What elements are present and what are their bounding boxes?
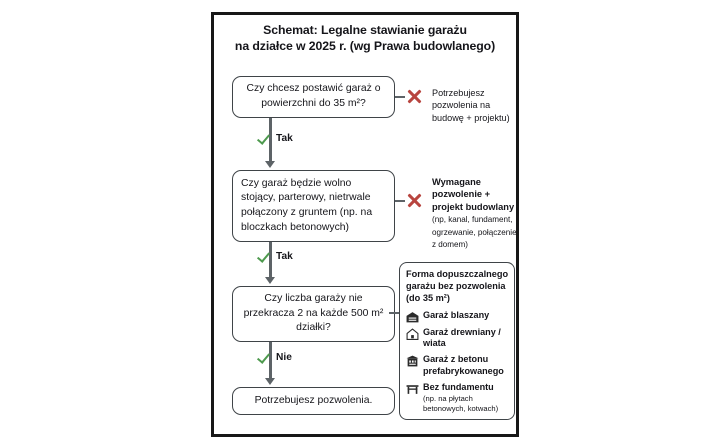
edge-label-yes-1 xyxy=(258,131,293,145)
edge-label-yes-2-text: Tak xyxy=(276,250,293,262)
canopy-icon xyxy=(406,383,419,395)
note-permit-required-1 xyxy=(432,87,518,124)
edge-label-no-3-text: Nie xyxy=(276,351,292,363)
list-item xyxy=(406,382,509,414)
list-item-label: Garaż drewniany / wiata xyxy=(423,326,501,349)
result-node-permit-text: Potrzebujesz pozwolenia. xyxy=(254,394,373,406)
list-item xyxy=(406,354,509,378)
list-item-label xyxy=(423,382,509,414)
green-check-icon xyxy=(258,131,272,145)
connector-to-x1 xyxy=(395,96,405,98)
concrete-building-icon xyxy=(406,355,419,367)
edge-label-yes-2 xyxy=(258,249,293,263)
allowed-forms-panel xyxy=(399,262,515,420)
decision-node-count-text: Czy liczba garaży nie przekracza 2 na każde 500 m² działki? xyxy=(243,293,384,334)
page-title xyxy=(211,22,519,54)
title-line-2: na działce w 2025 r. (wg Prawa budowlanego) xyxy=(234,39,496,53)
decision-node-structure[interactable] xyxy=(232,170,395,242)
note-permit-required-2 xyxy=(432,176,518,251)
allowed-forms-heading: Forma dopuszczalnego garażu bez pozwolenia (do 35 m²) xyxy=(406,269,509,304)
red-x-icon xyxy=(406,88,423,105)
green-check-icon xyxy=(258,350,272,364)
connector-3-arrowhead xyxy=(265,378,275,385)
decision-node-count[interactable] xyxy=(232,286,395,342)
garage-icon xyxy=(406,311,419,323)
red-x-icon xyxy=(406,192,423,209)
list-item-label-sub: (np. na płytach betonowych, kotwach) xyxy=(423,393,499,413)
house-outline-icon xyxy=(406,328,419,340)
connector-2-arrowhead xyxy=(265,277,275,284)
list-item-label: Garaż z betonu prefabrykowanego xyxy=(423,354,504,376)
list-item-label: Garaż blaszany xyxy=(423,309,490,320)
connector-to-x2 xyxy=(395,200,405,202)
list-item xyxy=(406,310,509,323)
decision-node-area-text: Czy chcesz postawić garaż o powierzchni do 35 m²? xyxy=(246,83,381,109)
decision-node-area[interactable] xyxy=(232,76,395,118)
result-node-permit[interactable] xyxy=(232,387,395,415)
note-permit-required-2-small: (np, kanal, fundament, ogrzewanie, połączenie z domem) xyxy=(432,215,517,250)
green-check-icon xyxy=(258,249,272,263)
list-item-label-main: Bez fundamentu xyxy=(423,381,494,392)
title-line-1: Schemat: Legalne stawianie garażu xyxy=(263,23,467,37)
connector-1-arrowhead xyxy=(265,161,275,168)
edge-label-yes-1-text: Tak xyxy=(276,132,293,144)
list-item xyxy=(406,327,509,351)
edge-label-no-3 xyxy=(258,350,292,364)
note-permit-required-2-strong: Wymagane pozwolenie + projekt budowlany xyxy=(432,177,515,212)
decision-node-structure-text: Czy garaż będzie wolno stojący, parterowy, nietrwale połączony z gruntem (np. na bloczkach betonowych) xyxy=(241,177,373,233)
note-permit-required-1-text: Potrzebujesz pozwolenia na budowę + projektu) xyxy=(432,88,510,123)
